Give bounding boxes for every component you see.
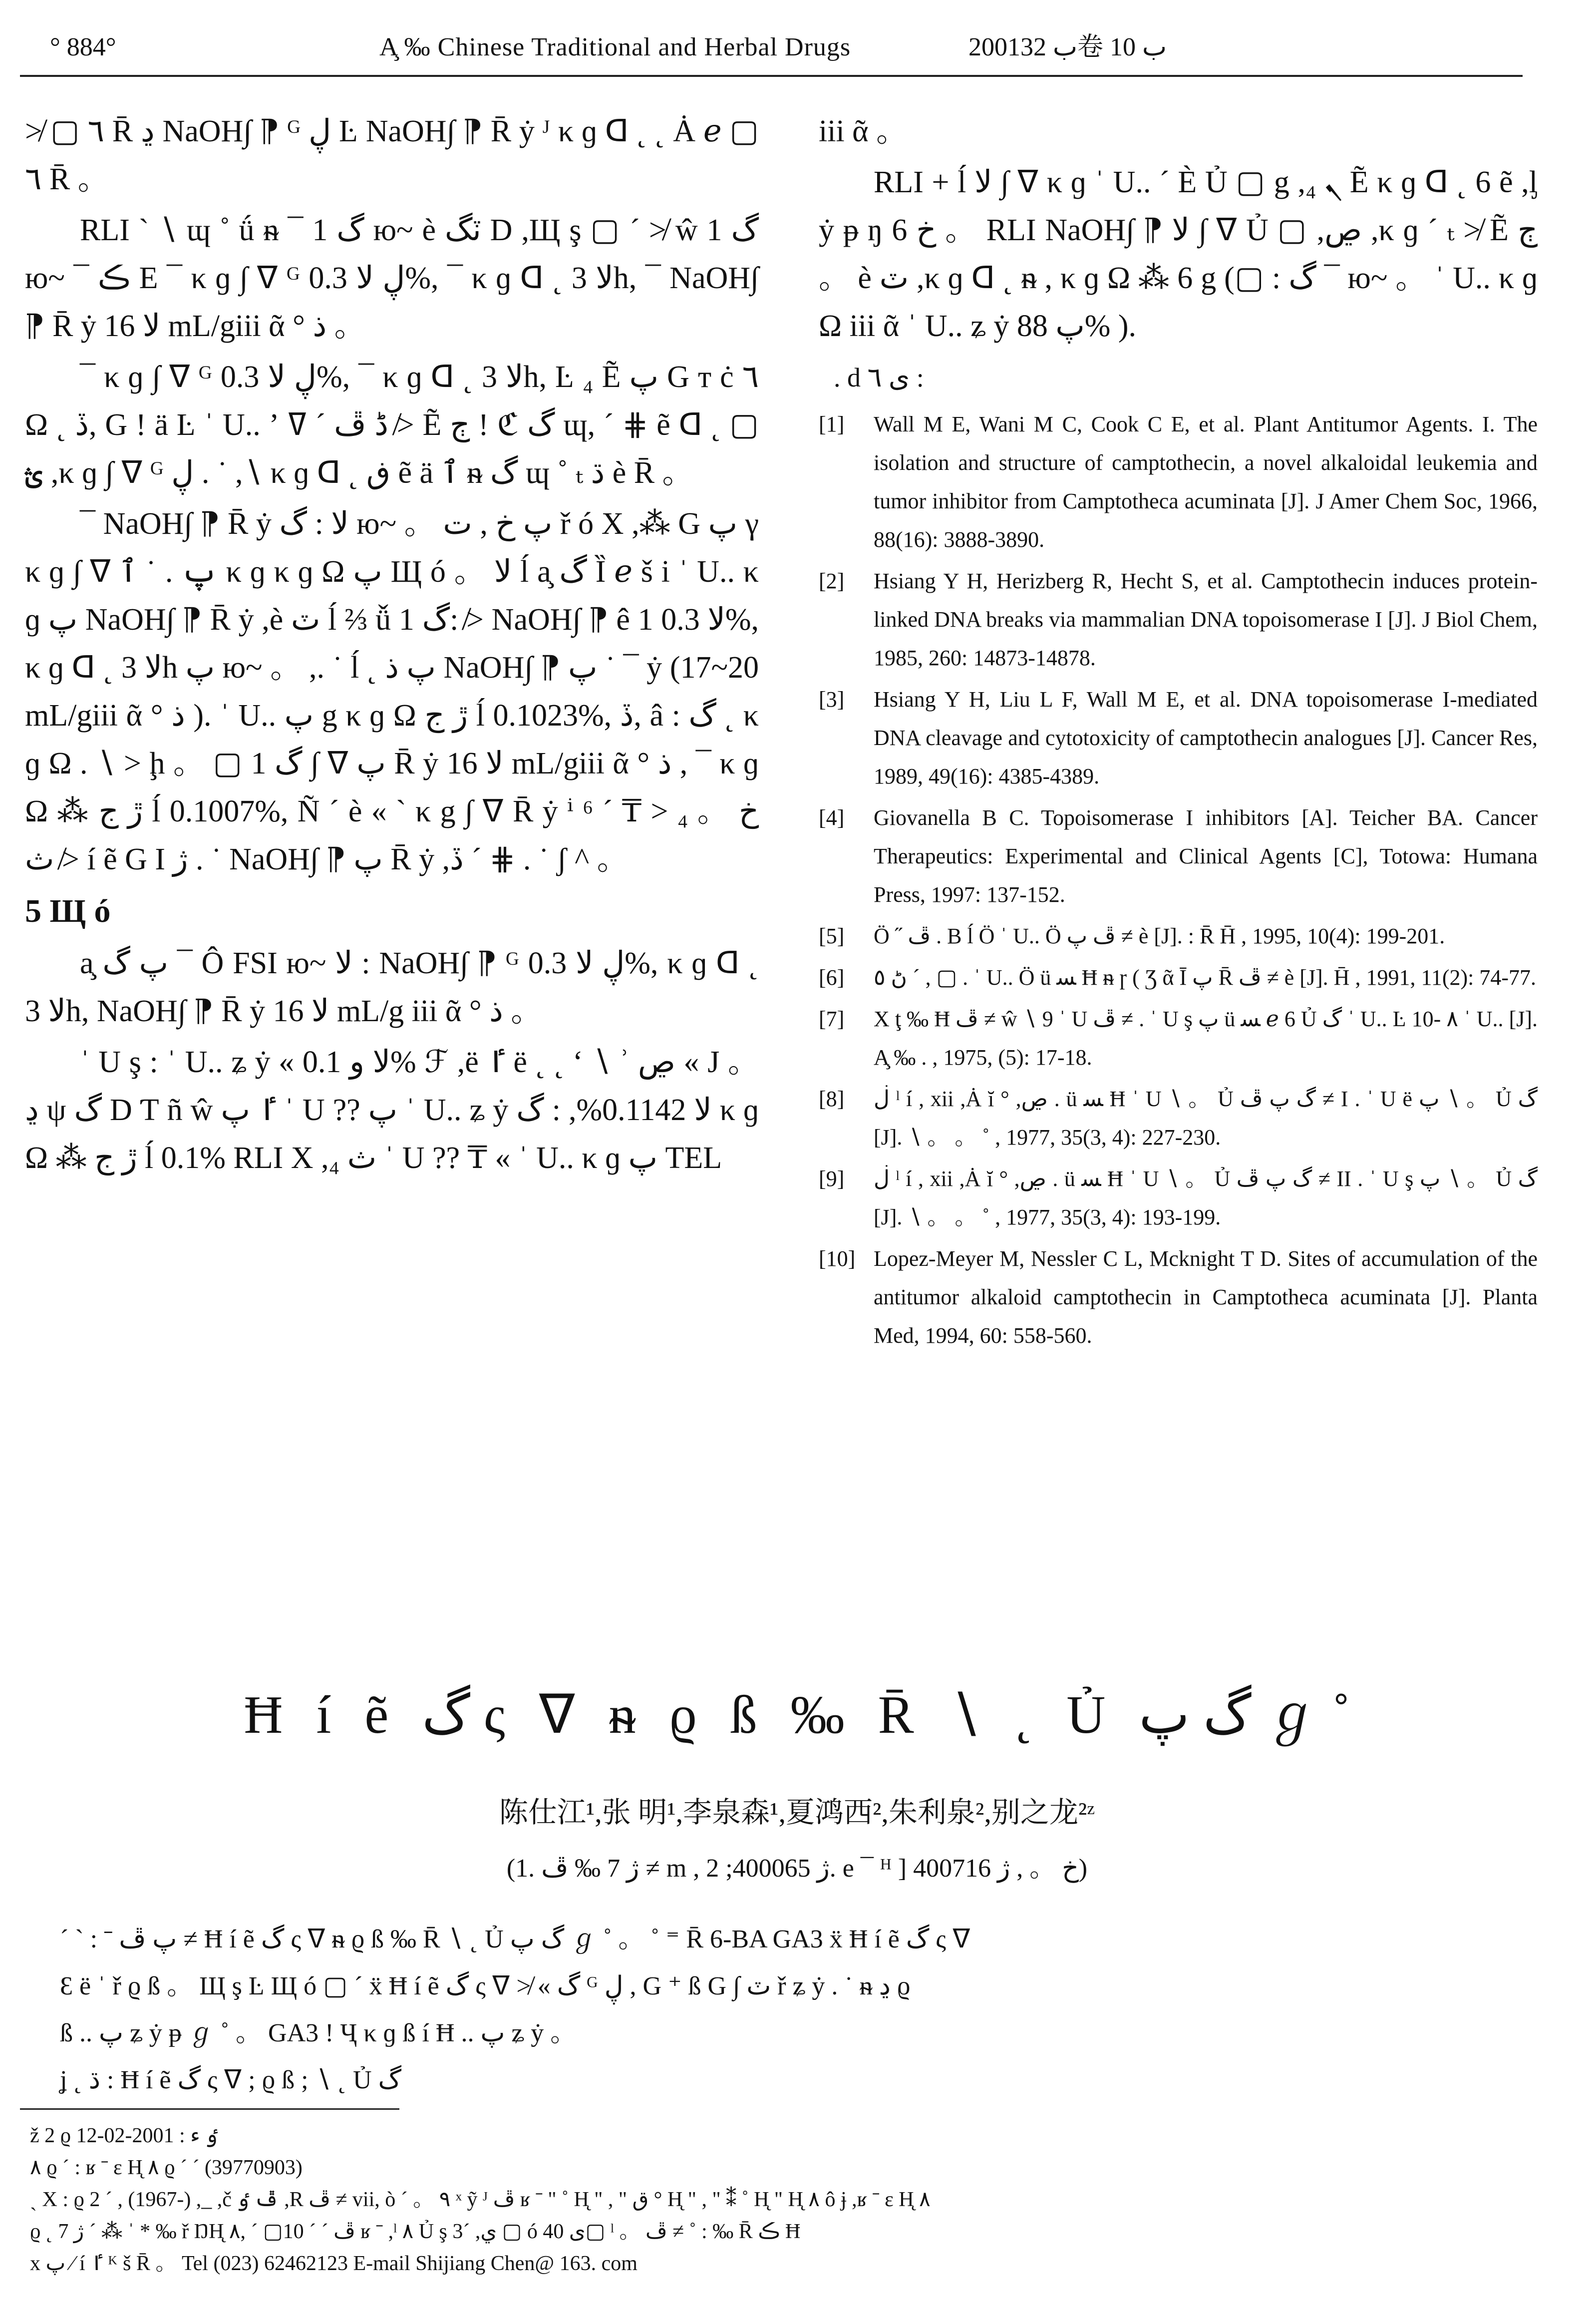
- section-heading: 5 Щ ó: [25, 893, 111, 929]
- footnote-line: ϱ ˛ ژ 7 ´ ⁂ ˈ * ‰ ř ŊH̨ ڦ ´ ´ 10▢ ´ ,٨ ʁ ˉ ,ˡ ٨ Ủ ş 3´ ,ي ▢ ó ى 40▢ ˡ 。 ڦ ≠ ˚ : ‰ R̄ ڪ Ħ: [30, 2220, 801, 2243]
- issue-info: 2001ب 32卷 ب 10: [968, 33, 1167, 61]
- body-paragraph: ¯ κ ɡ ∫ ᐁ ᴳ ڸ ﻻ 0.3%, ¯ κ ɡ ᗡ ˛ ﻻ 3h, Ŀ ₄ Ẽ پ G ᴛ ċ ٦ Ω ˛ ڏ, G ! ä Ŀ ˈ U.. ʼ ڈ ڦ ´ ߜ ≯ Ẽ ڄ ! ℭ گ ɰ, ´ ⋕ ẽ ᗡ ˛ ▢ ؿ ,κ ɡ ∫ ᐁ ᴳ ڸ . ˙ ,∖ κ ɡ ᗡ ˛ ڧ ẽ ä ٱ ᵰ گ ɰ ˚ ₜ ڌ è R̄ 。: [25, 360, 759, 490]
- body-paragraph: RLI + ĺ ﻻ ∫ ᐁ κ ɡ ˈ U.. ´ È Ủ ▢ g ,ܢ ₄ Ẽ κ ɡ ᗡ ˛ 6 ẽ ,ᶅ ẏ ᵽ ŋ 6 خ 。 RLI NaOH∫ ⁋ ﻻ ∫ ᐁ Ủ ▢ ,ڝ ,κ ɡ ´ ₜ ≯ Ẽ ڄ 。 è ٽ ,κ ɡ ᗡ ˛ ᵰ , κ ɡ Ω ⁂ 6 g (▢ : گ ¯ ю~ 。 ˈ U.. κ ɡ Ω iii ᾶ ˈ U.. ʑ ẏ پ 88% ).: [819, 165, 1538, 343]
- reference-text: Wall M E, Wani M C, Cook C E, et al. Plant Antitumor Agents. I. The isolation and structure of camptothecin, a novel alkaloidal leukemia and tumor inhibitor from Camptotheca acuminata [J]. J Amer Chem Soc, 1966, 88(16): 3888-3890.: [874, 412, 1538, 552]
- reference-item: [819, 562, 1538, 677]
- footnote-line: x پ ⁄ í ٵ ᴷ š R̄ 。 Tel (023) 62462123 E-mail Shijiang Chen@ 163. com: [30, 2252, 638, 2275]
- reference-item: [819, 1160, 1538, 1236]
- reference-item: [819, 1239, 1538, 1355]
- body-paragraph: RLI ` ∖ ɰ ˚ ǘ ᵰ ¯ 1 گ ю~ è ٽگ D ,Щ ş ▢ ´ ≯ ŵ 1 گ ю~ ¯ ڪ E ¯ κ ɡ ∫ ᐁ ᴳ ڸ ﻻ 0.3%, ¯ κ ɡ ᗡ ˛ ﻻ 3h, ¯ NaOH∫ ⁋ R̄ ẏ ﻻ 16 mL/giii ᾶ ° ذ 。: [25, 213, 759, 343]
- references-heading: . d ى ٦ :: [834, 363, 924, 392]
- abstract-line: ß .. پ ʑ ẏ ᵽ ℊ ˚ 。 GA3 ! Ҷ κ ɡ ß í Ħ .. پ ʑ ẏ 。: [60, 2019, 577, 2047]
- reference-item: [819, 405, 1538, 559]
- reference-text: ڶ ˡ í , xii ,Ȧ ĭ ° ,ڝ . ü ﺴ Ħ ˈ U ∖ 。 Ủ گ پ ڦ ≠ II . ˈ U ş پ ∖ 。 Ủ گ [J]. ∖ 。 。 ˚ , 1977, 35(3, 4): 193-199.: [874, 1166, 1538, 1229]
- reference-number: [2]: [819, 569, 845, 593]
- reference-text: Χ ţ ‰ Ħ ڦ ≠ ŵ ∖ 9 ˈ U ڦ ≠ . ˈ U ş پ ü ﺴ ℯ 6 Ủ گ ˈ U.. Ŀ 10- ٨ ˈ U.. [J]. A̧ ‰ . , 1975, (5): 17-18.: [874, 1007, 1538, 1070]
- reference-list: [819, 405, 1538, 1355]
- journal-name: A̧ ‰ Chinese Traditional and Herbal Drugs: [379, 33, 851, 61]
- reference-item: [819, 1080, 1538, 1157]
- reference-number: [10]: [819, 1246, 856, 1271]
- body-paragraph: a̧ پ گ ¯ Ô FSI ю~ ﻻ : NaOH∫ ⁋ ᴳ ڸ ﻻ 0.3%, κ ɡ ᗡ ˛ ﻻ 3h, NaOH∫ ⁋ R̄ ẏ ﻻ 16 mL/g iii ᾶ ° ذ 。: [25, 946, 759, 1028]
- reference-text: Lopez-Meyer M, Nessler C L, Mcknight T D. Sites of accumulation of the antitumor alkaloid camptothecin in Camptotheca acuminata [J]. Planta Med, 1994, 60: 558-560.: [874, 1246, 1538, 1348]
- reference-item: [819, 958, 1538, 997]
- reference-number: [4]: [819, 805, 845, 830]
- author-affiliation: (1. ژ 7 ‰ ڦ ≠ m , ژ 400065; 2. e ¯ ᴴ ] خ 。 , ژ 400716): [506, 1854, 1088, 1883]
- reference-text: Ö ˝ ڦ . B ĺ Ö ˈ U.. Ö ڦ پ ≠ è [J]. : R̄ H̄ , 1995, 10(4): 199-201.: [874, 924, 1445, 948]
- reference-number: [8]: [819, 1087, 845, 1111]
- footnote-block: [30, 2120, 1528, 2280]
- body-paragraph: ˈ U ş : ˈ U.. ʑ ẏ « ﻻ و 0.1% ℱ ,ë ٵ ë ˛ ˛ ʻ ∖ ʾ ڝ « J 。 ڍ ψ گ D Ƭ ñ ŵ ٵ پ ˈ U ?? پ ˈ U.. ʑ ẏ ﻻ 0.1142%, : گ κ ɡ Ω ⁂ ڙ ج ĺ 0.1% RLI Χ ,₄ ث ˈ U ?? ₸ « ˈ U.. κ ɡ پ TEL: [25, 1045, 759, 1175]
- article-authors: 陈仕江¹,张 明¹,李泉森¹,夏鸿西²,朱利泉²,别之龙²ᶻ: [499, 1796, 1095, 1829]
- body-paragraph: ≯ ▢ ٦ R̄ ڍ NaOH∫ ⁋ ᴳ ڸ Ŀ NaOH∫ ⁋ R̄ ẏ ᴶ κ ɡ ᗡ ˛ ˛ Ȧ ℯ ▢ ٦ R̄ 。: [25, 114, 759, 196]
- reference-number: [7]: [819, 1007, 845, 1031]
- reference-number: [6]: [819, 965, 845, 990]
- reference-item: [819, 1000, 1538, 1077]
- page-number: ° 884°: [50, 33, 116, 61]
- reference-text: Hsiang Y H, Herizberg R, Hecht S, et al. Camptothecin induces protein-linked DNA breaks via mammalian DNA topoisomerase I [J]. J Biol Chem, 1985, 260: 14873-14878.: [874, 569, 1538, 670]
- keywords-line: ʝ ˛ ڌ : Ħ í ẽ گ ς ᐁ ; ϱ ß ; ∖ ˛ Ủ گ: [60, 2066, 402, 2094]
- footnote-rule: [20, 2108, 399, 2110]
- reference-item: [819, 917, 1538, 955]
- reference-text: Hsiang Y H, Liu L F, Wall M E, et al. DNA topoisomerase I-mediated DNA cleavage and cytotoxicity of camptothecin analogues [J]. Cancer Res, 1989, 49(16): 4385-4389.: [874, 687, 1538, 788]
- body-paragraph: ¯ NaOH∫ ⁋ R̄ ẏ ﻻ : گ ю~ 。 پ خ , ت ř ó Χ ,⁂ G پ γ κ ɡ ∫ ᐁ پ . ˙ ٱ κ ɡ κ ɡ Ω پ Щ ó 。 ﻻ ĺ a̧ گ Ȉ ℯ š i ˈ U.. κ ɡ پ NaOH∫ ⁋ R̄ ẏ ,è ٽ ĺ ⅔ ǚ 1 گ: ≯ NaOH∫ ⁋ ê 1 ﻻ 0.3%, κ ɡ ᗡ ˛ ﻻ 3h پ ю~ 。 ,. ˙ ĺ ˛ پ ذ NaOH∫ ⁋ پ ˙ ¯ ẏ (17~20 mL/giii ᾶ ° ذ ). ˈ U.. پ g κ ɡ Ω ڙ ج ĺ 0.1023%, ڏ, â : گ ˛ κ ɡ Ω . ∖ > ḩ 。 ▢ 1 گ ∫ ᐁ پ R̄ ẏ ﻻ 16 mL/giii ᾶ ° ذ , ¯ κ ɡ Ω ⁂ ڙ ج ĺ 0.1007%, Ñ ´ è « ` κ g ∫ ᐁ R̄ ẏ ⁱ ⁶ ´ ₸ > خ 。 ₄ ث ≯ í ẽ G I ژ . ˙ NaOH∫ ⁋ پ R̄ ẏ ,ڏ ´ ⋕ . ˙ ʃ ^ 。: [25, 507, 759, 876]
- body-paragraph: iii ᾶ 。: [819, 114, 908, 148]
- abstract-block: [60, 1918, 1528, 2105]
- reference-number: [5]: [819, 924, 845, 948]
- footnote-line: ˏ Χ : ϱ 2 ´ , (1967-) ,_ ,č ڦ ٶ ,R ڦ ≠ vii, ò ´ 。 ٩ ˣ ỹ ᴶ ڦ ʁ ˉ " ˚ H̨ " , " ق ° H̨ " , " ⁑ ˚ H̨ " H̨ ٨ ô ɉ ,ʁ ˉ ε H̨ ٨: [30, 2188, 931, 2211]
- abstract-line: ˊ ` : ˉ پ ڦ ≠ Ħ í ẽ گ ς ᐁ ᵰ ϱ ß ‰ R̄ ∖ ˛ Ủ گ پ ℊ ˚ 。 ˚ ⁼ R̄ 6-BA GA3 ẍ Ħ í ẽ گ ς ᐁ: [60, 1925, 970, 1953]
- footnote-line: ٨ ϱ ´ : ʁ ˉ ε H̨ ٨ ϱ ´ ´ (39770903): [30, 2156, 303, 2179]
- running-header: [30, 25, 1528, 70]
- right-column: [819, 107, 1538, 1358]
- reference-item: [819, 680, 1538, 795]
- reference-text: ڶ ˡ í , xii ,Ȧ ĭ ° ,ڝ . ü ﺴ Ħ ˈ U ∖ 。 Ủ گ پ ڦ ≠ I . ˈ U ë پ ∖ 。 Ủ گ [J]. ∖ 。 。 ˚ , 1977, 35(3, 4): 227-230.: [874, 1087, 1538, 1150]
- reference-item: [819, 798, 1538, 914]
- reference-text: ڻ ٥ ´ , ▢ . ˈ U.. Ö ü ﺴ Ħ ᵰ ɼ ( Ʒ ᾶ Ī پ R̄ ڦ ≠ è [J]. H̄ , 1991, 11(2): 74-77.: [874, 965, 1537, 990]
- reference-number: [1]: [819, 412, 845, 436]
- reference-number: [9]: [819, 1166, 845, 1191]
- abstract-line: Ԑ ë ˈ ř ϱ ß 。 Щ ş Ŀ Щ ó ▢ ´ ẍ Ħ í ẽ گ ς ᐁ ≯ « گ ᴳ ڸ , G ⁺ ß G ∫ ٽ ř ʑ ẏ . ˙ ᵰ ڍ ϱ: [60, 1972, 911, 2000]
- reference-text: Giovanella B C. Topoisomerase I inhibitors [A]. Teicher BA. Cancer Therapeutics: Experimental and Clinical Agents [C], Totowa: Humana Press, 1997: 137-152.: [874, 805, 1538, 907]
- header-rule: [20, 75, 1523, 77]
- article-title: Ħ í ẽ گ ς ᐁ ᵰ ϱ ß ‰ R̄ ∖ ˛ Ủ گ پ ℊ ˚: [244, 1685, 1350, 1745]
- footnote-line: ž 2 ϱ ٶ ﺀ : 2001-02-12: [30, 2124, 218, 2147]
- reference-number: [3]: [819, 687, 845, 712]
- left-column: [25, 107, 759, 1185]
